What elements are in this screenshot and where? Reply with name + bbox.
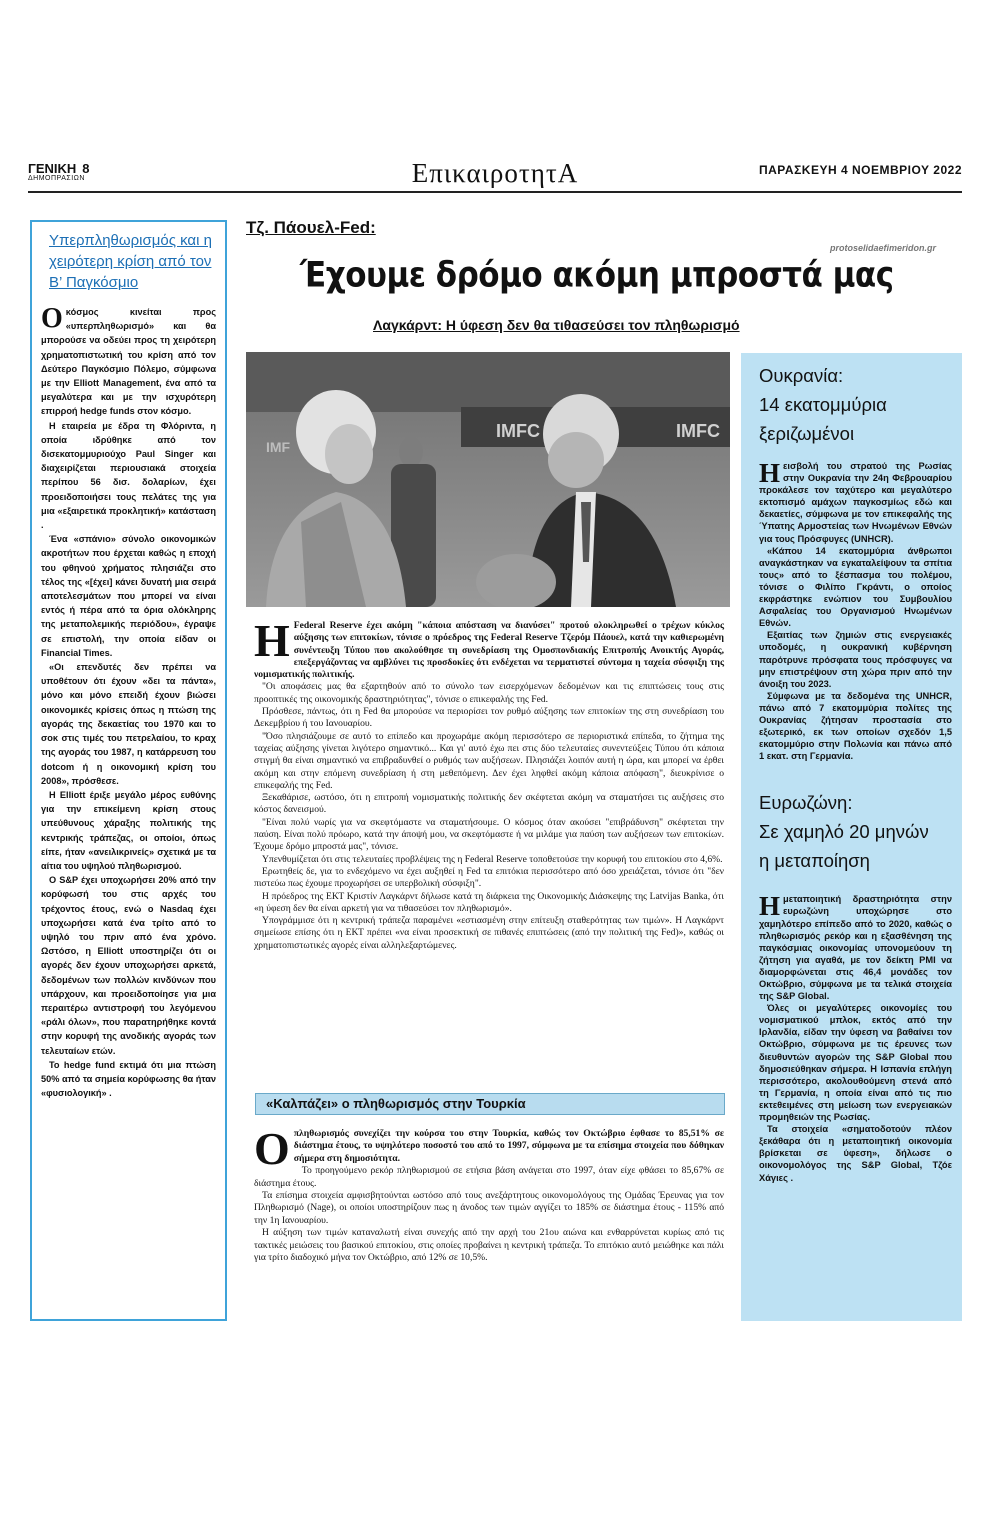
turkey-article-body	[254, 1123, 724, 1264]
article-paragraph: Η πρόεδρος της ΕΚΤ Κριστίν Λαγκάρντ δήλωσε κατά τη διάρκεια της Οικονομικής Διάσκεψης της Latvijas Banka, ότι «η ύφεση δεν θα είναι αρκετή για να τιθασεύσει τον πληθωρισμό».	[254, 890, 724, 914]
left-paragraph: «Οι επενδυτές δεν πρέπει να υποθέτουν ότι έχουν «δει τα πάντα», μόνο και μόνο επειδή έχουν βιώσει οικονομικές κρίσεις όπως η πτώση της αγοράς της δεκαετίας του 1970 και το σοκ στις τιμές του πετρελαίου, το κραχ της αγοράς του 1987, η κατάρρευση του dotcom ή η οικονομική κρίση του 2008», πρόσθεσε.	[41, 662, 216, 786]
left-paragraph: Η εταιρεία με έδρα τη Φλόριντα, η οποία ιδρύθηκε από τον δισεκατομμυριούχο Paul Singer και διαχειρίζεται περιουσιακά στοιχεία περίπου 56 δισ. δολαρίων, έχει προειδοποιήσει τους πελάτες της για μια «εξαιρετικά προκλητική» κατάσταση .	[41, 420, 216, 531]
ukraine-paragraph: «Κάπου 14 εκατομμύρια άνθρωποι αναγκάστηκαν να εγκαταλείψουν τα σπίτια τους» από το ξέσπασμα του πολέμου, τόνισε ο Φιλίπο Γκράντι, ο οποίος εκφράστηκε ενώπιον του Συμβουλίου Ασφαλείας του Οργανισμού Ηνωμένων Εθνών.	[759, 545, 952, 629]
drop-cap: Ο	[41, 303, 63, 334]
main-headline: Έχουμε δρόμο ακόμη μπροστά μας	[300, 255, 894, 296]
ukraine-paragraph: Εξαιτίας των ζημιών στις ενεργειακές υποδομές, η ουκρανική κυβέρνηση παρότρυνε πρόσφατα τους πρόσφυγες να μην επιστρέψουν στη χώρα πριν από την άνοιξη του 2023.	[759, 630, 952, 689]
page-title: ΕπικαιροτητΑ	[411, 158, 579, 188]
left-paragraph: Η Elliott έριξε μεγάλο μέρος ευθύνης για την επικείμενη κρίση στους υπεύθυνους χάραξης πολιτικής της κεντρικής τράπεζας, οι οποίοι, όπως είπε, ήταν «ανειλικρινείς» σχετικά με τα αίτια του υψηλού πληθωρισμού.	[41, 789, 216, 871]
news-photo	[246, 352, 730, 607]
eurozone-article-body	[741, 893, 962, 1183]
eurozone-paragraph: Όλες οι μεγαλύτερες οικονομίες του νομισματικού μπλοκ, εκτός από την Ιρλανδία, είδαν την ύφεση να βαθαίνει τον Οκτώβριο, σύμφωνα με τις έρευνες των διευθυντών αγορών της S&P Global που δημοσιεύθηκαν σήμερα. Η Ισπανία επλήγη περισσότερο, ακολουθούμενη στενά από τη Γερμανία, η οποία είναι από τις πιο εκτεθειμένες στη μείωση των ενεργειακών προμηθειών της Ρωσίας.	[759, 1003, 952, 1123]
article-paragraph: Ερωτηθείς δε, για το ενδεχόμενο να έχει αυξηθεί η Fed τα επιτόκια περισσότερο από όσο χρειάζεται, τόνισε ότι "δεν πιστεύω πως έχουμε προχωρήσει σε υπερβολική σύσφιξη".	[254, 865, 724, 890]
ukraine-article-body	[741, 460, 962, 762]
article-subhead: Λαγκάρντ: Η ύφεση δεν θα τιθασεύσει τον πληθωρισμό	[373, 317, 740, 333]
eurozone-paragraph: Τα στοιχεία «σηματοδοτούν πλέον ξεκάθαρα ότι η μεταποιητική οικονομία βρίσκεται σε ύφεση», δήλωσε ο οικονομολόγος της S&P Global, Τζόε Χάγιες .	[759, 1124, 952, 1183]
drop-cap: Η	[759, 891, 781, 922]
photo-sign: IMFC	[676, 421, 720, 441]
page-number: 8	[82, 161, 90, 176]
article-paragraph: "Όσο πλησιάζουμε σε αυτό το επίπεδο και προχωράμε ακόμη περισσότερο σε περιοριστικά επίπεδα, το ζήτημα της ταχείας αύξησης γίνεται λιγότερο σημαντικό... Και γι' αυτό έχω πει στις δύο τελευταίες συνεντεύξεις Τύπου ότι κάποια στιγμή θα είναι σημαντικό να επιβραδυνθεί ο ρυθμός των αυξήσεων. Πλησιάζει λοιπόν αυτή η ώρα, και μπορεί να έρθει ακόμη και στην επόμενη συνεδρίαση ή στη μεθεπόμενη. Δεν έχει ληφθεί ακόμη κάποια απόφαση", διευκρίνισε ο επικεφαλής της Fed.	[254, 730, 724, 791]
source-watermark: protoselidaefimeridon.gr	[830, 243, 937, 253]
left-paragraph: Το hedge fund εκτιμά ότι μια πτώση 50% από τα σημεία κορύφωσης θα ήταν «φυσιολογική» .	[41, 1059, 216, 1099]
section-subtitle: ΔΗΜΟΠΡΑΣΙΩΝ	[28, 175, 85, 182]
article-kicker: Τζ. Πάουελ-Fed:	[246, 218, 376, 237]
issue-date: ΠΑΡΑΣΚΕΥΗ 4 ΝΟΕΜΒΡΙΟΥ 2022	[758, 163, 962, 177]
ukraine-paragraph: Σύμφωνα με τα δεδομένα της UNHCR, πάνω από 7 εκατομμύρια πολίτες της Ουκρανίας ζήτησαν προστασία στο εξωτερικό, εκ των οποίων σχεδόν 1,5 εκατομμύριο στην Πολωνία και πάνω από 1 εκατ. στη Γερμανία.	[759, 690, 952, 762]
eurozone-paragraph: Ημεταποιητική δραστηριότητα στην ευρωζώνη υποχώρησε στο χαμηλότερο επίπεδο από το 2020, καθώς ο πληθωρισμός ρεκόρ και η εξασθένηση της παγκόσμιας οικονομίας υπονομεύουν τη ζήτηση για αγαθά, με τον δείκτη PMI να διαμορφώνεται στις 46,4 μονάδες τον Οκτώβριο, σύμφωνα με τα τελικά στοιχεία της S&P Global.	[759, 891, 952, 1002]
turkey-paragraph: Το προηγούμενο ρεκόρ πληθωρισμού σε ετήσια βάση ανάγεται στο 1997, όταν είχε φθάσει το 85,67% σε διάστημα έτους.	[254, 1165, 724, 1189]
turkey-paragraph: Τα επίσημα στοιχεία αμφισβητούνται ωστόσο από τους ανεξάρτητους οικονομολόγους της Ομάδας Έρευνας για τον Πληθωρισμό (Nage), οι οποίοι υποστηρίζουν πως η άνοδος των τιμών αγγίζει το 185% σε διάστημα έτους - 115% από την 1η Ιανουαρίου.	[254, 1190, 724, 1226]
turkey-paragraph: Η αύξηση των τιμών καταναλωτή είναι συνεχής από την αρχή του 21ου αιώνα και ενθαρρύνεται κυρίως από τις τακτικές μειώσεις του βασικού επιτοκίου, στις οποίες προβαίνει η κεντρική τράπεζα. Το επιτόκιο αυτό μειώθηκε και πάλι για τρίτο διαδοχικό μήνα τον Οκτώβριο, από 12% σε 10,5%.	[254, 1227, 724, 1264]
article-paragraph: Ξεκαθάρισε, ωστόσο, ότι η επιτροπή νομισματικής πολιτικής δεν σκέφτεται ακόμη να σταματήσει τις αυξήσεις στο κόστος δανεισμού.	[254, 792, 724, 816]
drop-cap: Η	[254, 615, 290, 666]
article-paragraph: Πρόσθεσε, πάντως, ότι η Fed θα μπορούσε να περιορίσει τον ρυθμό αύξησης των επιτοκίων της στη συνεδρίαση του Δεκεμβρίου ή του Ιανουαρίου.	[254, 706, 724, 730]
ukraine-title-line: Ουκρανία:	[759, 365, 844, 386]
article-lead: Η Federal Reserve έχει ακόμη "κάποια απόσταση να διανύσει" προτού ολοκληρωθεί ο τρέχων κύκλος αύξησης των επιτοκίων, τόνισε ο πρόεδρος της Federal Reserve Τζερόμ Πάουελ, κατά την καθιερωμένη συνέντευξη Τύπου που ακολούθησε τη συνεδρίαση της Ομοσπονδιακής Επιτροπής Ανοικτής Αγοράς, επεξεργάζοντας να αμβλύνει τις προσδοκίες ότι ενδέχεται να τερματιστεί σύντομα η ταχεία σύσφιξη της νομισματικής πολιτικής.	[254, 615, 724, 681]
eurozone-title-line: η μεταποίηση	[759, 850, 870, 872]
left-paragraph: Οκόσμος κινείται προς «υπερπληθωρισμό» και θα μπορούσε να οδεύει προς τη χειρότερη χρηματοπιστωτική του κρίση από τον Δεύτερο Παγκόσμιο Πόλεμο, σύμφωνα με την Elliott Management, ένα από τα μεγαλύτερα και με την ισχυρότερη επιρροή hedge funds στον κόσμο.	[41, 303, 216, 417]
left-paragraph: Ένα «σπάνιο» σύνολο οικονομικών ακροτήτων που έρχεται καθώς η εποχή του φθηνού χρήματος πλησιάζει στο τέλος της «[έχει] κάνει δυνατή μια σειρά αποτελεσμάτων που μπορεί να είναι εντός ή πέρα από τα όρια ολόκληρης της μεταπολεμικής περιόδου», έγραψε σε επιστολή, την οποία είδαν οι Financial Times.	[41, 534, 216, 658]
left-column-box	[30, 220, 227, 1321]
eurozone-title-line: Ευρωζώνη:	[759, 792, 853, 814]
photo-sign: IMF	[266, 439, 291, 455]
turkey-lead: Οπληθωρισμός συνεχίζει την κούρσα του στην Τουρκία, καθώς τον Οκτώβριο έφθασε το 85,51% σε διάστημα έτους, το υψηλότερο ποσοστό του από το 1997, σύμφωνα με τα επίσημα στοιχεία που δόθηκαν σήμερα στη δημοσιότητα.	[254, 1123, 724, 1174]
photo-sign: IMFC	[496, 421, 540, 441]
article-paragraph: Υπενθυμίζεται ότι στις τελευταίες προβλέψεις της η Federal Reserve τοποθετούσε την κορυφή του επιτοκίου στο 4,6%.	[262, 853, 723, 865]
right-column-box	[741, 353, 962, 1321]
header-rule	[28, 191, 962, 193]
left-paragraph: Ο S&P έχει υποχωρήσει 20% από την κορύφωσή του στις αρχές του τρέχοντος έτους, ενώ ο Nasdaq έχει υποχωρήσει κατά ένα τρίτο από το υψηλό του πριν από ένα χρόνο. Ωστόσο, η Elliott υποστηρίζει ότι οι αγορές δεν έχουν υποχωρήσει αρκετά, δεδομένων των πολλών κινδύνων που υπάρχουν, και προειδοποίησε για μια περαιτέρω αντιστροφή του λεγόμενου «ράλι όλων», που παρατηρήθηκε κοντά στην κορυφή της ανοδικής αγοράς των τελευταίων ετών.	[41, 875, 216, 1056]
masthead	[28, 160, 962, 192]
photo-illustration	[246, 352, 730, 607]
eurozone-title-line: Σε χαμηλό 20 μηνών	[759, 821, 929, 843]
ukraine-title-line: ξεριζωμένοι	[759, 423, 855, 444]
ukraine-paragraph: Ηεισβολή του στρατού της Ρωσίας στην Ουκρανία την 24η Φεβρουαρίου προκάλεσε τον ταχύτερο και μεγαλύτερο εκτοπισμό αμάχων παγκοσμίως εδώ και δεκαετίες, σύμφωνα με τον επικεφαλής της Ύπατης Αρμοστείας των Ηνωμένων Εθνών για τους Πρόσφυγες (UNHCR).	[759, 458, 952, 544]
main-article-body	[254, 615, 724, 952]
article-paragraph: "Οι αποφάσεις μας θα εξαρτηθούν από το σύνολο των εισερχόμενων δεδομένων και τις επιπτώσεις τους στις προοπτικές της οικονομικής δραστηριότητας", τόνισε ο επικεφαλής της Fed.	[254, 681, 724, 705]
article-paragraph: Υπογράμμισε ότι η κεντρική τράπεζα παραμένει «εστιασμένη στην επίτευξη σταθερότητας των τιμών». Η Λαγκάρντ σημείωσε επίσης ότι η ΕΚΤ πρέπει «να είναι προσεκτική σε πιθανές επιπτώσεις (από την πολιτική της Fed)», καθώς οι χρηματοπιστωτικές αγορές είναι αλληλεξαρτώμενες.	[254, 915, 724, 951]
turkey-article-title: «Καλπάζει» ο πληθωρισμός στην Τουρκία	[255, 1093, 725, 1115]
section-name: ΓΕΝΙΚΗ	[28, 161, 77, 176]
article-paragraph: "Είναι πολύ νωρίς για να σκεφτόμαστε να σταματήσουμε. Ο κόσμος όταν ακούσει "επιβράδυνση" σκέφτεται την παύση. Είναι πολύ πρόωρο, κατά την άποψή μου, να σκεφτόμαστε ή να μιλάμε για παύση των αυξήσεων των επιτοκίων. Έχουμε δρόμο μπροστά μας", τόνισε.	[254, 816, 724, 853]
left-article-title: Υπερπληθωρισμός και η χειρότερη κρίση από τον Β’ Παγκόσμιο	[49, 232, 212, 291]
left-article-body	[41, 305, 216, 1100]
ukraine-title-line: 14 εκατομμύρια	[759, 394, 887, 415]
drop-cap: Η	[759, 458, 781, 488]
drop-cap: Ο	[254, 1123, 290, 1174]
